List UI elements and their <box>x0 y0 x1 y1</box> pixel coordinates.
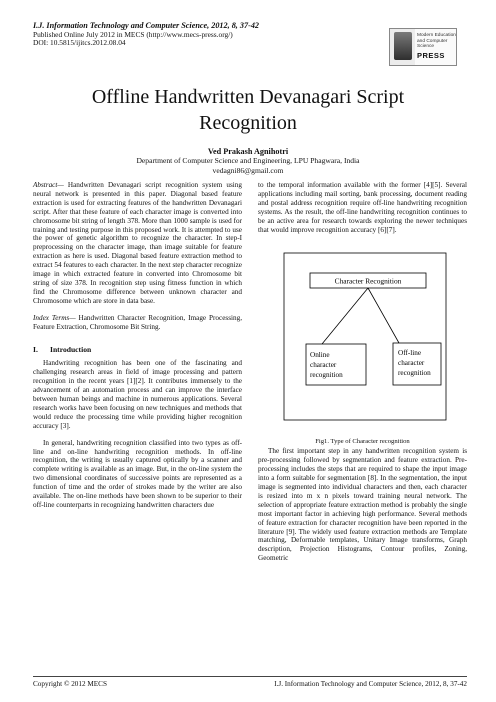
root-node-label: Character Recognition <box>334 276 402 286</box>
online-node-line1: Online <box>310 351 330 360</box>
footer-copyright: Copyright © 2012 MECS <box>33 680 107 688</box>
intro-paragraph-2: In general, handwriting recognition classified into two types as off-line and on-line handwriting recognition methods. In off-line recognition, the writing is usually captured optically by a scanner and complete writing is available as an image. But, in the on-line system the two dimensional coordinates of successive points are represented as a function of time and the order of strokes made by the writer are also available. The on-line methods have been shown to be superior to their off-line counterparts in recognizing handwritten characters due <box>33 438 242 509</box>
logo-brand: PRESS <box>417 51 445 60</box>
journal-title: I.J. Information Technology and Computer Science, 2012, 8, 37-42 <box>33 21 260 30</box>
footer-divider <box>33 676 467 677</box>
abstract-label: Abstract— <box>33 181 64 189</box>
logo-text: Modern Education and Computer Science <box>417 33 456 50</box>
right-column <box>258 181 467 563</box>
online-node-line2: character <box>310 361 337 370</box>
journal-header <box>33 22 383 48</box>
figure-1-caption: Fig1. Type of Character recognition <box>315 438 410 446</box>
abstract <box>33 181 242 306</box>
author-email[interactable]: vedagni86@gmail.com <box>212 165 284 175</box>
section-number: I. <box>33 344 38 354</box>
figure-1 <box>258 244 467 434</box>
right-paragraph-1: to the temporal information available with the former [4][5]. Several applications including mail sorting, bank processing, document reading and postal address recognition require off-line handwriting recognition systems. As the result, the off-line handwriting recognition continues to be an active area for research towards exploring the newer techniques that would improve recognition accuracy [6][7]. <box>258 181 467 234</box>
offline-node-line3: recognition <box>398 369 431 378</box>
author-block <box>40 147 456 175</box>
index-terms-label: Index Terms— <box>33 313 76 322</box>
index-terms <box>33 314 242 332</box>
offline-node-line2: character <box>398 359 425 368</box>
figure-1-diagram <box>258 244 467 434</box>
publisher-logo <box>389 28 457 66</box>
edge-right <box>368 288 399 343</box>
footer-journal: I.J. Information Technology and Computer Science, 2012, 8, 37-42 <box>274 680 467 688</box>
author-affiliation: Department of Computer Science and Engineering, LPU Phagwara, India <box>136 156 360 166</box>
doi-line: DOI: 10.5815/ijitcs.2012.08.04 <box>33 38 126 48</box>
section-heading <box>33 346 242 355</box>
offline-node-line1: Off-line <box>398 349 422 358</box>
published-line: Published Online July 2012 in MECS (http://www.mecs-press.org/) <box>33 29 233 39</box>
left-column <box>33 181 242 510</box>
right-paragraph-2: The first important step in any handwritten recognition system is pre-processing followed by segmentation and feature extraction. Pre-processing includes the steps that are required to shape the input image into a form suitable for segmentation [8]. In the segmentation, the input image is segmented into individual characters and then, each character is resized into m x n pixels toward training neural network. The selection of appropriate feature extraction method is probably the single most important factor in achieving high performance. Several methods of feature extraction for character recognition have been reported in the literature [9]. The widely used feature extraction methods are Template matching, Deformable templates, Unitary Image transforms, Graph description, Projection Histograms, Contour profiles, Zoning, Geometric <box>258 447 467 563</box>
author-name: Ved Prakash Agnihotri <box>207 147 289 156</box>
abstract-text: Handwritten Devanagari script recognition system using neural network is presented in this paper. Diagonal based feature extraction is used for extracting features of the handwritten Devanagari script. After that these feature of each character image is converted into chromosome bit string of length 378. More than 1000 sample is used for training and testing purpose in this proposed work. It is attempted to use the power of genetic algorithm to recognize the character. In step-I preprocessing on the character image, than image suitable for feature extraction as here is used. Diagonal based feature extraction method to extract 54 features to each character. In the next step character recognize image in which extracted feature in converted into Chromosome bit string of size 378. In recognition step using fitness function in which find the Chromosome difference between unknown character and Chromosome which are store in data base. <box>33 181 242 305</box>
section-title: Introduction <box>50 344 92 354</box>
online-node-line3: recognition <box>310 371 343 380</box>
index-terms-text: Handwritten Character Recognition, Image Processing, Feature Extraction, Chromosome Bit String. <box>33 313 242 331</box>
paper-title: Offline Handwritten Devanagari Script Recognition <box>91 86 405 134</box>
intro-paragraph-1: Handwriting recognition has been one of the fascinating and challenging research areas in field of image processing and pattern recognition in the recent years [1][2]. It contributes immensely to the advancement of an automation process and can improve the interface between human beings and machine in numerous applications. Several research works have been focusing on new techniques and methods that would reduce the processing time while providing higher recognition accuracy [3]. <box>33 359 242 430</box>
logo-mark-icon <box>394 32 412 60</box>
edge-left <box>322 288 368 344</box>
